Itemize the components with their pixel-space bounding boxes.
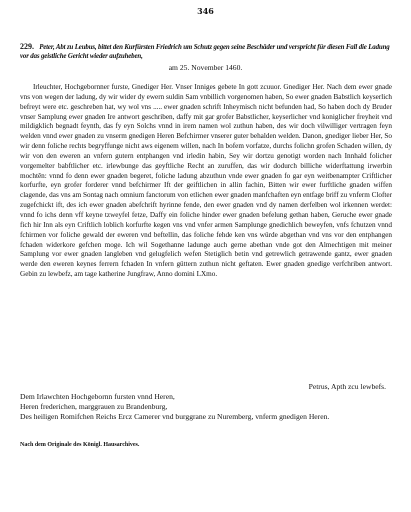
address-block <box>20 392 380 423</box>
letter-body <box>20 83 392 280</box>
address-line: Heren frederichen, marggrauen zu Brandenburg, <box>20 402 168 412</box>
signature: Petrus, Apth zcu lewbefs. <box>308 382 386 391</box>
entry-title: Peter, Abt zu Leubus, bittet den Kurfürsten Friedrich um Schutz gegen seine Beschäder und verspricht für diesen Fall die Ladung vor das geistliche Gericht wieder aufzuheben, <box>20 44 390 60</box>
source-note: Nach dem Originale des Königl. Hausarchives. <box>20 442 140 448</box>
document-heading <box>20 42 392 61</box>
address-line: Des heiligen Romifchen Reichs Ercz Camerer vnd burggrane zu Nuremberg, vnferm gnedigen Heren. <box>20 412 330 422</box>
date-line: am 25. November 1460. <box>168 63 243 72</box>
letter-paragraph: Irleuchter, Hochgebornner furste, Gnediger Her. Vnser Inniges gebete In gott zcuuor. Gnediger Her. Nach dem ewer gnade vns von wegen der ladung, dy wir wider dy ewern suldin Sam vnbillich vorgenomen haben, So ewer gnaden Babstlich keyserlich befreyt were etc. geschreben hat, wy wol vns ..... ewer gnaden schrift Inheymisch nicht befunden had, So haben doch dy Bruder vnser Samplung ewer gnaden Ire antwort geschriben, daffy mit gar grofer Babstlicher, keyserlicher vnd koniglicher freyheit vnd mildigklich begnadt feynth, das fy eyn Solchs vnnd in irem namen wol zuthun haben, des wir doch vilwilliger vertragen feyn welden vnnd ewer gnaden zu vnserm gnedigen Heren Befchirmer vnserer guter behalden welden. Danon, gnediger lieber Her, So wir denn foliche rechts begryffunge nicht aws eigenem willen, nach In bofem vorfatze, durchs folichn grofen Schaden willen, dy wir von den eweren an vnfern gutern entphangen vnd irledin habin, Sey wir dortzu genotigt worden nach Innhald folicher vorgemelter babftlicher etc. irlewbunge das geyftliche Recht an zuruffen, das wir dodurch billiche widerftattung irwerbin mochtên: vnnd fo denn ewer gnaden begeret, foliche ladung abzuthun vnde ewer gnaden fo gar eyn weitbenampter Criftlicher korfurfte, eyn grofer forderer vnnd befchirmer Ift der geiftlichen in allin fachin, Bitten wir ewer furftliche gnaden wiffen clagende, das vns am Sontag nach omnium fanctorum von etlichen ewer gnaden manfchaften eyn entfage briff zu vnferm Clofter zugefchickt ift, des ich ewer gnaden abefchrift hyrinne fende, den ewer gnaden vnd dy namen derfelben wol irkennen werdet: vnnd fo ichs denn vff keyne tzweyfel fetze, Daffy ein foliche hinder ewer gnaden befelung gethan haben, Geruche ewer gnade fich hir Inn als eyn Criftlich loblich korfurfte kegen vns vnd vnfer armen Samplunge gnedichlich beweyfen, vnfs fchutzen vnnd fchirmen vor foliche gewald der eweren vnd beftellin, das foliche fehde ken vns würde abgethan vnd vns vor den entphangen fchaden widerkore gefchen moge. Ich wil Sogethanne ladunge auch gerne abethan vnde got den Almechtigen mit meiner Samplung vor ewer gnaden langleben vnd gelugfelich wefen Stetiglich betin vnd getrewlich getrawende gantz, ewer gnaden werde den eweren keynes ferrern fchaden In vnfern güttern zuthun nicht geftaten. Ewer gnaden gnedige verfchriben antwort. Gebin zu lewbefz, am tage katherine Jungfraw, Anno domini LXmo. <box>20 83 392 279</box>
page-number: 346 <box>197 6 214 16</box>
entry-number: 229. <box>20 42 34 51</box>
address-line: Dem Irlawchten Hochgebornn fursten vnnd Heren, <box>20 392 175 401</box>
